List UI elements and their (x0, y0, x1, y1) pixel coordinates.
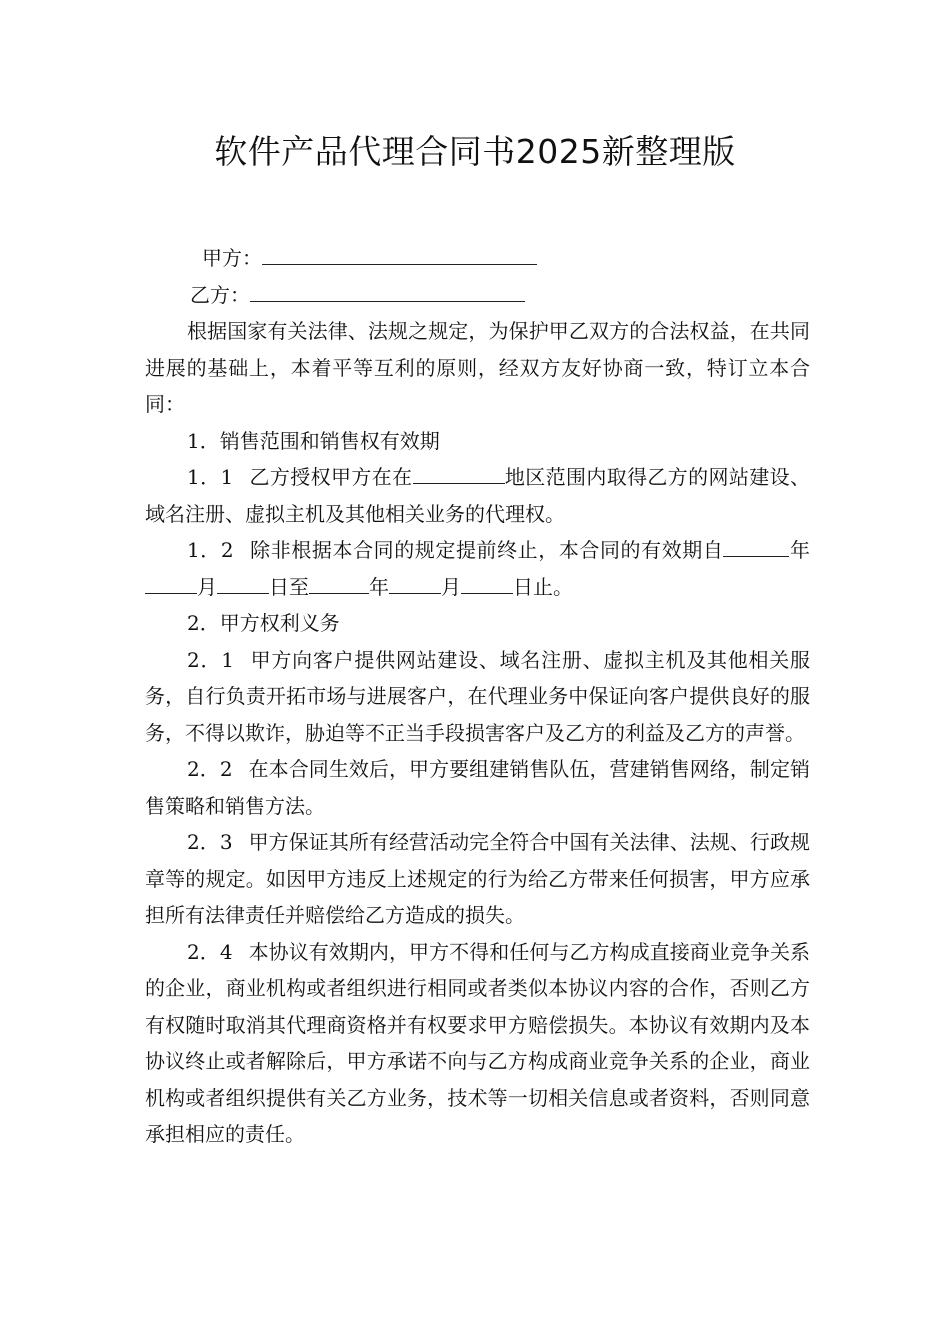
year-label: 年 (369, 574, 389, 599)
clause-number: 1．1 (187, 465, 234, 489)
intro-paragraph: 根据国家有关法律、法规之规定，为保护甲乙双方的合法权益，在共同进展的基础上，本着平等互利的原则，经双方友好协商一致，特订立本合同： (145, 319, 810, 416)
party-a-label: 甲方： (202, 246, 262, 270)
section-1-heading: 1．销售范围和销售权有效期 (187, 428, 440, 453)
clause-text: 本协议有效期内，甲方不得和任何与乙方构成直接商业竞争关系的企业，商业机构或者组织进行相同或者类似本协议内容的合作，否则乙方有权随时取消其代理商资格并有权要求甲方赔偿损失。本协议有效期内及本协议终止或者解除后，甲方承诺不向与乙方构成商业竞争关系的企业，商业机构或者组织提供有关乙方业务，技术等一切相关信息或者资料，否则同意承担相应的责任。 (145, 939, 811, 1146)
section-2-heading: 2．甲方权利义务 (187, 611, 340, 635)
party-b-label: 乙方： (190, 282, 250, 307)
document-title: 软件产品代理合同书2025新整理版 (214, 132, 736, 171)
month-label: 月 (441, 574, 461, 599)
clause-text: 甲方保证其所有经营活动完全符合中国有关法律、法规、行政规章等的规定。如因甲方违反上述规定的行为给乙方带来任何损害，甲方应承担所有法律责任并赔偿给乙方造成的损失。 (145, 830, 811, 927)
party-b-line (145, 277, 810, 314)
clause-1-2 (145, 532, 810, 605)
clause-2-1 (145, 642, 810, 752)
clause-2-3 (145, 824, 810, 934)
day-label: 日止。 (513, 574, 573, 599)
year-label: 年 (789, 538, 811, 562)
clause-number: 2．1 (187, 647, 234, 672)
party-a-blank (262, 242, 537, 265)
clause-text: 在本合同生效后，甲方要组建销售队伍，营建销售网络，制定销售策略和销售方法。 (145, 757, 811, 818)
clause-text: 甲方向客户提供网站建设、域名注册、虚拟主机及其他相关服务，自行负责开拓市场与进展客户，在代理业务中保证向客户提供良好的服务，不得以欺诈，胁迫等不正当手段损害客户及乙方的利益及乙方的声誉。 (145, 647, 810, 745)
clause-1-1 (145, 459, 810, 532)
start-day-blank (217, 571, 269, 594)
region-blank (413, 461, 505, 484)
clause-number: 2．2 (187, 757, 233, 781)
end-year-blank (309, 571, 369, 594)
clause-text: 地区范围内取得乙方的网站建设、域名注册、虚拟主机及其他相关业务的代理权。 (145, 465, 811, 526)
end-month-blank (389, 571, 441, 594)
clause-number: 1．2 (187, 538, 234, 562)
start-year-blank (723, 534, 789, 557)
day-label: 日至 (269, 574, 309, 599)
clause-2-2 (145, 751, 810, 824)
party-a-line (145, 240, 810, 277)
clause-number: 2．3 (187, 830, 233, 854)
month-label: 月 (197, 574, 217, 599)
clause-text: 乙方授权甲方在在 (249, 465, 413, 489)
document-body (145, 240, 810, 1153)
end-day-blank (461, 571, 513, 594)
party-b-blank (250, 279, 525, 302)
clause-text: 除非根据本合同的规定提前终止，本合同的有效期自 (249, 538, 724, 562)
clause-2-4 (145, 934, 810, 1153)
start-month-blank (145, 571, 197, 594)
clause-number: 2．4 (187, 939, 233, 964)
